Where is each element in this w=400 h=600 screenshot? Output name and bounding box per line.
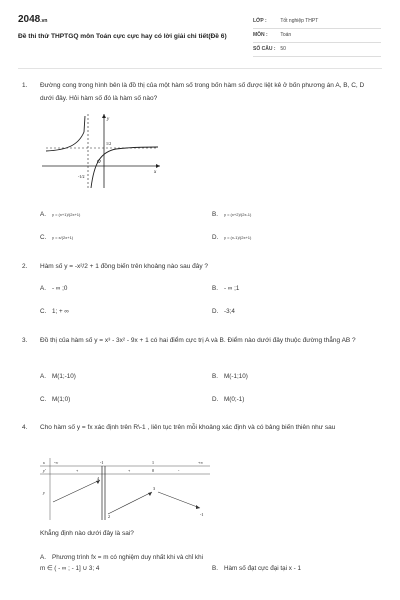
question-number: 2. bbox=[22, 263, 28, 270]
option-b[interactable] bbox=[212, 565, 301, 572]
option-d[interactable] bbox=[212, 234, 251, 241]
option-c[interactable] bbox=[40, 396, 70, 403]
option-c[interactable] bbox=[40, 234, 73, 241]
table-y-value: 3 bbox=[153, 486, 155, 491]
option-text: y = (x+1)/(2x+1) bbox=[52, 212, 81, 217]
meta-value: Toán bbox=[280, 32, 292, 38]
table-sign: + bbox=[128, 468, 131, 473]
option-letter: C. bbox=[40, 234, 47, 241]
option-text: - ∞ ;1 bbox=[224, 285, 240, 292]
option-text: -3;4 bbox=[224, 308, 235, 315]
graph-neg-half-label: -1/2 bbox=[78, 174, 85, 179]
meta-key: SỐ CÂU : bbox=[253, 46, 276, 52]
option-letter: D. bbox=[212, 234, 219, 241]
graph-x-label: x bbox=[154, 170, 157, 175]
option-c[interactable] bbox=[40, 308, 69, 315]
option-a[interactable] bbox=[40, 552, 205, 574]
meta-count bbox=[253, 46, 286, 52]
option-b[interactable] bbox=[212, 285, 239, 292]
option-letter: C. bbox=[40, 308, 47, 315]
option-letter: B. bbox=[212, 565, 218, 572]
option-text: y = x/(2x+1) bbox=[52, 235, 74, 240]
option-text: M(1;0) bbox=[52, 396, 71, 403]
option-letter: B. bbox=[212, 211, 218, 218]
table-y-value: -1 bbox=[200, 512, 204, 517]
table-sign: - bbox=[178, 468, 180, 473]
graph-origin-label: O bbox=[97, 160, 101, 165]
meta-value: Tốt nghiệp THPT bbox=[280, 18, 319, 24]
table-y-label: y bbox=[43, 490, 45, 495]
option-a[interactable] bbox=[40, 285, 67, 292]
option-letter: D. bbox=[212, 396, 219, 403]
question-text: Cho hàm số y = fx xác định trên R\-1 , liên tục trên mỗi khoảng xác định và có bảng biến thiên như sau bbox=[40, 424, 336, 431]
question-number: 3. bbox=[22, 337, 28, 344]
meta-value: 50 bbox=[280, 46, 286, 52]
logo-text: 2048 bbox=[18, 14, 41, 25]
question-text: Hàm số y = -x²/2 + 1 đồng biến trên khoảng nào sau đây ? bbox=[40, 263, 209, 270]
option-letter: B. bbox=[212, 285, 218, 292]
option-text: - ∞ ;0 bbox=[52, 285, 68, 292]
table-y-value: 2 bbox=[108, 514, 110, 519]
table-x-value: +∞ bbox=[198, 460, 204, 465]
meta-subject bbox=[253, 32, 291, 38]
function-graph bbox=[42, 112, 162, 190]
option-letter: B. bbox=[212, 373, 218, 380]
option-text: y = (x+2)/(2x-1) bbox=[224, 212, 252, 217]
option-d[interactable] bbox=[212, 308, 235, 315]
variation-table bbox=[40, 458, 210, 520]
question-text: Đồ thị của hàm số y = x³ - 3x² - 9x + 1 có hai điểm cực trị A và B. Điểm nào dưới đây thuộc đường thẳng AB ? bbox=[40, 337, 356, 344]
option-text: y = (x-1)/(2x+1) bbox=[224, 235, 252, 240]
exam-title: Đề thi thử THPTGQ môn Toán cực cực hay có lời giải chi tiết(Đề 6) bbox=[18, 33, 227, 40]
table-x-value: 1 bbox=[152, 460, 154, 465]
question-prompt: Khẳng định nào dưới đây là sai? bbox=[40, 530, 134, 537]
table-sign: + bbox=[76, 468, 79, 473]
graph-half-label: 1/2 bbox=[106, 141, 112, 146]
logo-suffix: .vn bbox=[40, 18, 48, 24]
table-x-label: x bbox=[43, 460, 45, 465]
site-logo[interactable] bbox=[18, 14, 47, 25]
question-number: 4. bbox=[22, 424, 28, 431]
option-b[interactable] bbox=[212, 373, 248, 380]
option-letter: C. bbox=[40, 396, 47, 403]
option-text: M(-1;10) bbox=[224, 373, 248, 380]
option-letter: A. bbox=[40, 554, 46, 561]
option-text: Phương trình fx = m có nghiệm duy nhất khi và chỉ khi m ∈ ( - ∞ ; - 1] ∪ 3; 4 bbox=[40, 554, 203, 572]
table-x-value: -1 bbox=[100, 460, 104, 465]
question-text: Đường cong trong hình bên là đồ thị của một hàm số trong bốn hàm số được liệt kê ở bốn phương án A, B, C, D dưới đây. Hỏi hàm số đó là hàm số nào? bbox=[40, 82, 365, 102]
option-letter: A. bbox=[40, 285, 46, 292]
meta-key: LỚP : bbox=[253, 18, 267, 24]
option-d[interactable] bbox=[212, 396, 244, 403]
meta-class bbox=[253, 18, 318, 24]
option-b[interactable] bbox=[212, 211, 251, 218]
graph-y-label: y bbox=[107, 117, 110, 122]
table-sign: 0 bbox=[152, 468, 154, 473]
option-letter: A. bbox=[40, 211, 46, 218]
meta-key: MÔN : bbox=[253, 32, 268, 38]
option-text: M(0;-1) bbox=[224, 396, 245, 403]
option-text: M(1;-10) bbox=[52, 373, 76, 380]
table-x-value: -∞ bbox=[54, 460, 59, 465]
option-letter: A. bbox=[40, 373, 46, 380]
option-a[interactable] bbox=[40, 373, 76, 380]
table-y-value: 4 bbox=[97, 476, 99, 481]
question-number: 1. bbox=[22, 82, 28, 89]
option-text: 1; + ∞ bbox=[52, 308, 69, 315]
option-a[interactable] bbox=[40, 211, 80, 218]
header-divider bbox=[18, 68, 382, 69]
option-text: Hàm số đạt cực đại tại x - 1 bbox=[224, 565, 302, 572]
option-letter: D. bbox=[212, 308, 219, 315]
table-dy-label: y' bbox=[43, 468, 46, 473]
